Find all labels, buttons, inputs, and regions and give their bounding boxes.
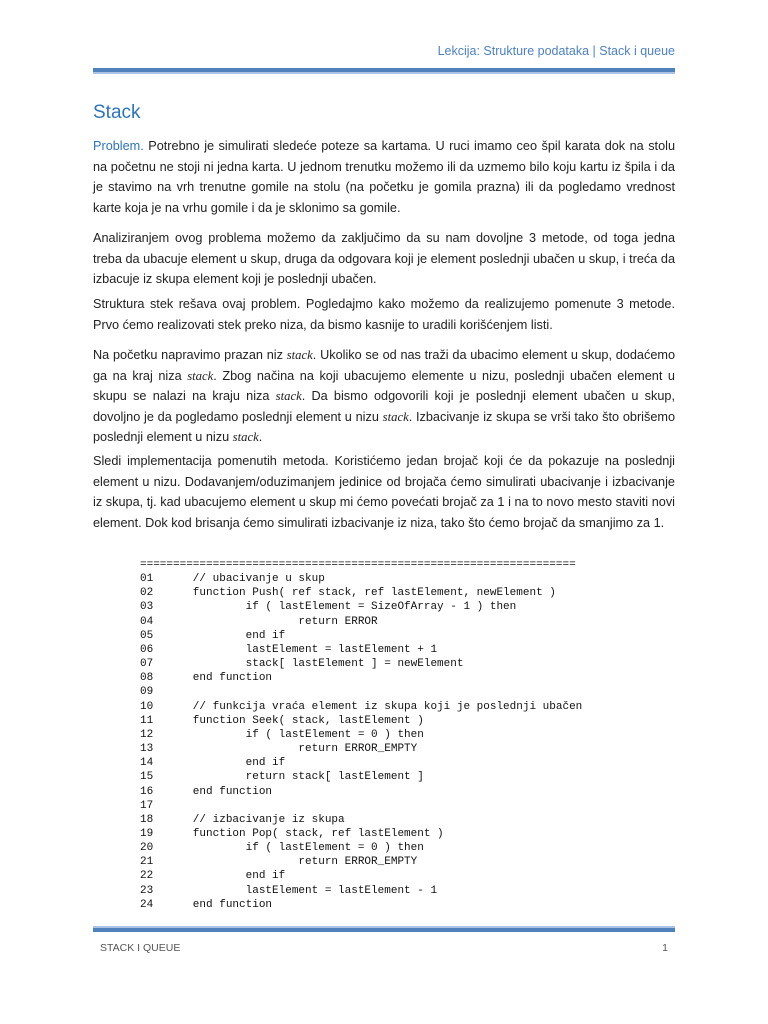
code-line: 12 if ( lastElement = 0 ) then xyxy=(140,728,424,741)
text-span: . Zbog načina na koji ubacujemo elemente u nizu, poslednji ubačen element u skupu se nalazi na kraju niza xyxy=(93,368,675,404)
code-line: 04 return ERROR xyxy=(140,615,378,628)
header-text: Lekcija: Strukture podataka | Stack i queue xyxy=(437,44,675,58)
inline-code: stack xyxy=(275,389,302,404)
code-separator: ================================================================== xyxy=(140,559,576,571)
code-line: 17 xyxy=(140,799,154,812)
section-title: Stack xyxy=(93,102,141,123)
code-line: 16 end function xyxy=(140,785,273,798)
header-rule xyxy=(93,68,675,74)
code-listing xyxy=(140,558,582,912)
code-line: 23 lastElement = lastElement - 1 xyxy=(140,884,438,897)
text-span: . xyxy=(258,430,263,445)
inline-code: stack xyxy=(187,368,214,383)
paragraph-array-impl xyxy=(93,345,675,448)
code-line: 22 end if xyxy=(140,870,286,883)
text-span: . Ukoliko se od nas traži da ubacimo element u skup, dodaćemo ga na kraj niza xyxy=(93,348,676,383)
code-lines xyxy=(140,572,582,912)
paragraph-stack-intro: Struktura stek rešava ovaj problem. Pogledajmo kako možemo da realizujemo pomenute 3 metode. Prvo ćemo realizovati stek preko niza, da bismo kasnije to uradili korišćenjem listi. xyxy=(93,297,675,332)
code-line: 24 end function xyxy=(140,898,273,911)
code-line: 01 // ubacivanje u skup xyxy=(140,573,325,586)
code-line: 03 if ( lastElement = SizeOfArray - 1 ) then xyxy=(140,601,517,614)
footer-title: STACK I QUEUE xyxy=(100,942,181,954)
code-line: 09 xyxy=(140,686,154,699)
code-line: 14 end if xyxy=(140,757,286,770)
code-line: 20 if ( lastElement = 0 ) then xyxy=(140,842,424,855)
code-line: 15 return stack[ lastElement ] xyxy=(140,771,424,784)
paragraph-analysis: Analiziranjem ovog problema možemo da zaključimo da su nam dovoljne 3 metode, od toga jedna treba da ubacuje element u skup, druga da odgovara koji je element poslednji ubačen u skup, i treća da izbacuje iz skupa element koji je poslednji ubačen. xyxy=(93,231,675,287)
text-span: Na početku napravimo prazan niz xyxy=(93,348,287,362)
code-line: 05 end if xyxy=(140,629,286,642)
inline-code: stack xyxy=(382,409,409,424)
code-line: 18 // izbacivanje iz skupa xyxy=(140,813,345,826)
inline-code: stack xyxy=(286,348,313,362)
code-line: 06 lastElement = lastElement + 1 xyxy=(140,643,438,656)
code-line: 08 end function xyxy=(140,672,273,685)
footer-rule xyxy=(93,926,675,932)
problem-text: Potrebno je simulirati sledeće poteze sa kartama. U ruci imamo ceo špil karata dok na stolu na početnu ne stoji ni jedna karta. U jednom trenutku možemo ili da uzmemo bilo koju kartu iz špila i da je stavimo na vrh trenutne gomile na stolu (na početku je gomila prazna) ili da pogledamo vrednost karte koja je na vrhu gomile i da je sklonimo sa gomile. xyxy=(93,139,675,215)
code-line: 02 function Push( ref stack, ref lastElement, newElement ) xyxy=(140,587,556,600)
code-line: 21 return ERROR_EMPTY xyxy=(140,856,418,869)
page-number: 1 xyxy=(662,942,668,954)
inline-code: stack xyxy=(232,430,259,445)
problem-lead: Problem. xyxy=(93,139,144,153)
paragraph-implementation: Sledi implementacija pomenutih metoda. Koristićemo jedan brojač koji će da pokazuje na poslednji element u nizu. Dodavanjem/oduzimanjem jedinice od brojača ćemo simulirati ubacivanje i izbacivanje iz skupa, tj. kad ubacujemo element u skup mi ćemo povećati brojač za 1 i na to novo mesto staviti novi element. Dok kod brisanja ćemo simulirati izbacivanje iz niza, tako što ćemo brojač da smanjimo za 1. xyxy=(93,454,675,530)
code-line: 13 return ERROR_EMPTY xyxy=(140,743,418,756)
code-line: 19 function Pop( stack, ref lastElement ) xyxy=(140,827,444,840)
code-line: 10 // funkcija vraća element iz skupa koji je poslednji ubačen xyxy=(140,700,583,713)
code-line: 07 stack[ lastElement ] = newElement xyxy=(140,658,464,671)
text-span: . Izbacivanje iz skupa se vrši tako što obrišemo poslednji element u nizu xyxy=(93,409,676,445)
paragraph-problem xyxy=(93,136,675,218)
text-span: . Da bismo odgovorili koji je poslednji element ubačen u skup, dovoljno je da pogledamo poslednji element u nizu xyxy=(93,389,675,424)
code-line: 11 function Seek( stack, lastElement ) xyxy=(140,714,424,727)
